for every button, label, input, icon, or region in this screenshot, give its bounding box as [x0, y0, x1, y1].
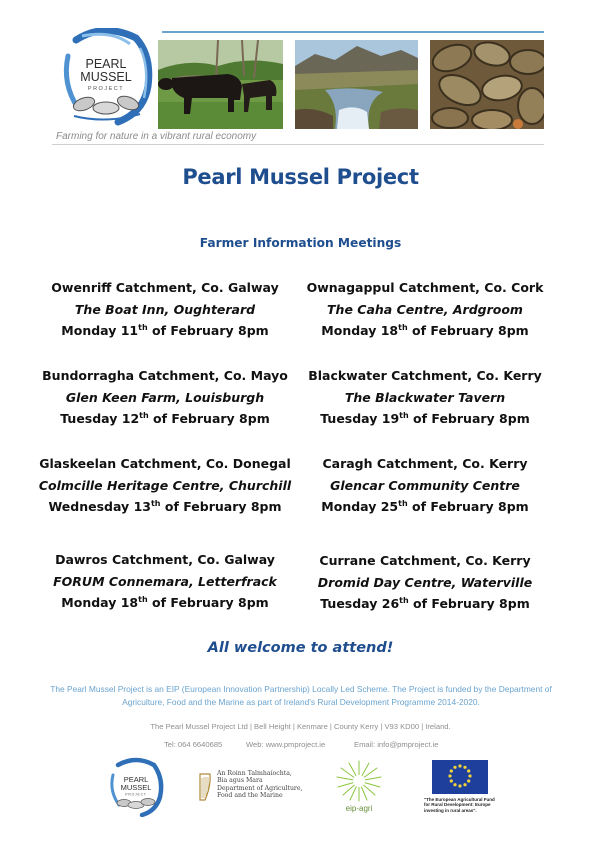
meeting-venue: The Caha Centre, Ardgroom [327, 301, 523, 317]
meeting-day: Monday [321, 499, 377, 514]
meeting-bundorragha [35, 365, 295, 430]
department-agriculture-logo [197, 768, 309, 808]
eu-flag-icon [432, 760, 488, 794]
meeting-date [35, 592, 295, 614]
photo-river-mountains [295, 40, 418, 129]
department-name-english-2: Food and the Marine [217, 792, 283, 800]
meeting-day: Monday [321, 323, 377, 338]
meeting-time: of February 8pm [412, 323, 529, 338]
welcome-message: All welcome to attend! [207, 640, 394, 656]
eip-agri-logo [333, 759, 385, 815]
logo-text-mussel: MUSSEL [80, 70, 132, 84]
meeting-time: of February 8pm [152, 323, 269, 338]
footer-logo-text-pearl: PEARL [123, 775, 149, 784]
meeting-day: Monday [61, 323, 117, 338]
meeting-date [35, 320, 295, 342]
meeting-day-number: 12 [121, 411, 140, 426]
meeting-name: Bundorragha Catchment, Co. Mayo [42, 368, 288, 383]
meeting-date-suffix: th [150, 499, 161, 508]
department-name-irish-1: An Roinn Talmhaíochta, [217, 770, 292, 777]
pearl-mussel-logo [56, 28, 154, 128]
department-name-irish-2: Bia agus Mara [217, 777, 263, 785]
meeting-date-suffix: th [399, 411, 409, 420]
meeting-venue: The Boat Inn, Oughterard [74, 301, 256, 317]
meeting-date [295, 320, 555, 342]
meeting-name: Caragh Catchment, Co. Kerry [322, 456, 528, 471]
meeting-owenriff [35, 277, 295, 342]
meeting-date-suffix: th [138, 323, 148, 332]
eu-fund-caption-1: "The European Agricultural Fund [424, 797, 495, 802]
department-name [217, 770, 303, 800]
meeting-day-number: 18 [380, 323, 399, 338]
meeting-day-number: 25 [380, 499, 399, 514]
meeting-glaskeelan [30, 453, 300, 518]
department-name-english-1: Department of Agriculture, [217, 784, 303, 792]
eip-agri-label: eip-agri [345, 804, 373, 813]
eu-agricultural-fund-logo [424, 760, 496, 820]
harp-icon [197, 772, 213, 802]
meeting-time: of February 8pm [164, 499, 282, 514]
page-title: Pearl Mussel Project [182, 165, 419, 189]
meeting-date [35, 408, 295, 430]
meeting-venue: Glen Keen Farm, Louisburgh [65, 389, 265, 405]
page-subtitle: Farmer Information Meetings [199, 236, 402, 250]
meeting-date [295, 408, 555, 430]
header-divider [52, 144, 544, 145]
meeting-date [30, 496, 300, 518]
contact-website[interactable]: Web: www.pmproject.ie [246, 740, 326, 749]
eu-fund-caption [424, 797, 496, 813]
footer-logo-text-project: PROJECT [125, 792, 147, 797]
meeting-date [295, 593, 555, 615]
contact-telephone: Tel: 064 6640685 [164, 740, 223, 749]
eu-fund-caption-3: investing in rural areas". [424, 807, 477, 813]
meeting-day-number: 13 [133, 499, 151, 514]
meeting-date [295, 496, 555, 518]
meeting-name: Blackwater Catchment, Co. Kerry [308, 368, 542, 383]
meeting-venue: The Blackwater Tavern [344, 389, 506, 405]
meeting-time: of February 8pm [153, 411, 270, 426]
meeting-time: of February 8pm [412, 499, 529, 514]
meeting-date-suffix: th [139, 411, 149, 420]
meeting-name: Glaskeelan Catchment, Co. Donegal [39, 456, 291, 471]
funding-statement: The Pearl Mussel Project is an EIP (European Innovation Partnership) Locally Led Scheme. The Project is funded by the Department of Agriculture, Food and the Marine as part of Ireland's Rural Development Programme 2014-2020. [50, 684, 552, 707]
meeting-time: of February 8pm [152, 595, 269, 610]
logo-text-pearl: PEARL [85, 57, 127, 71]
meeting-time: of February 8pm [413, 411, 530, 426]
meeting-time: of February 8pm [413, 596, 530, 611]
footer-logo-text-mussel: MUSSEL [120, 783, 152, 792]
meeting-name: Dawros Catchment, Co. Galway [55, 552, 275, 567]
meeting-venue: Glencar Community Centre [330, 477, 520, 493]
meeting-day-number: 18 [120, 595, 139, 610]
meeting-day: Tuesday [320, 411, 378, 426]
meeting-day: Tuesday [320, 596, 378, 611]
meeting-day-number: 19 [381, 411, 400, 426]
meeting-day-number: 26 [381, 596, 400, 611]
meeting-day: Wednesday [48, 499, 130, 514]
meeting-date-suffix: th [399, 596, 409, 605]
meeting-ownagappul [295, 277, 555, 342]
meeting-dawros [35, 549, 295, 614]
meeting-day: Tuesday [60, 411, 118, 426]
meeting-day-number: 11 [120, 323, 139, 338]
meeting-name: Currane Catchment, Co. Kerry [319, 553, 531, 568]
meeting-day: Monday [61, 595, 117, 610]
footer-pearl-mussel-logo [106, 757, 164, 817]
contact-email[interactable]: Email: info@pmproject.ie [354, 740, 439, 749]
header-tagline: Farming for nature in a vibrant rural economy [56, 131, 257, 142]
photo-cattle-in-field [158, 40, 283, 129]
photo-pearl-mussels [430, 40, 544, 129]
header-top-rule [162, 31, 544, 33]
company-address: The Pearl Mussel Project Ltd | Bell Height | Kenmare | County Kerry | V93 KD00 | Ireland. [150, 722, 451, 731]
meeting-blackwater [295, 365, 555, 430]
meeting-name: Ownagappul Catchment, Co. Cork [306, 280, 544, 295]
meeting-date-suffix: th [398, 323, 408, 332]
meeting-venue: FORUM Connemara, Letterfrack [53, 573, 277, 589]
eu-fund-caption-2: for Rural Development: Europe [424, 802, 491, 808]
meeting-currane [295, 550, 555, 615]
meeting-date-suffix: th [398, 499, 408, 508]
meeting-caragh [295, 453, 555, 518]
meeting-venue: Dromid Day Centre, Waterville [317, 574, 533, 590]
meeting-date-suffix: th [138, 595, 148, 604]
meeting-venue: Colmcille Heritage Centre, Churchill [38, 477, 292, 493]
meeting-name: Owenriff Catchment, Co. Galway [51, 280, 279, 295]
logo-text-project: PROJECT [87, 86, 125, 92]
